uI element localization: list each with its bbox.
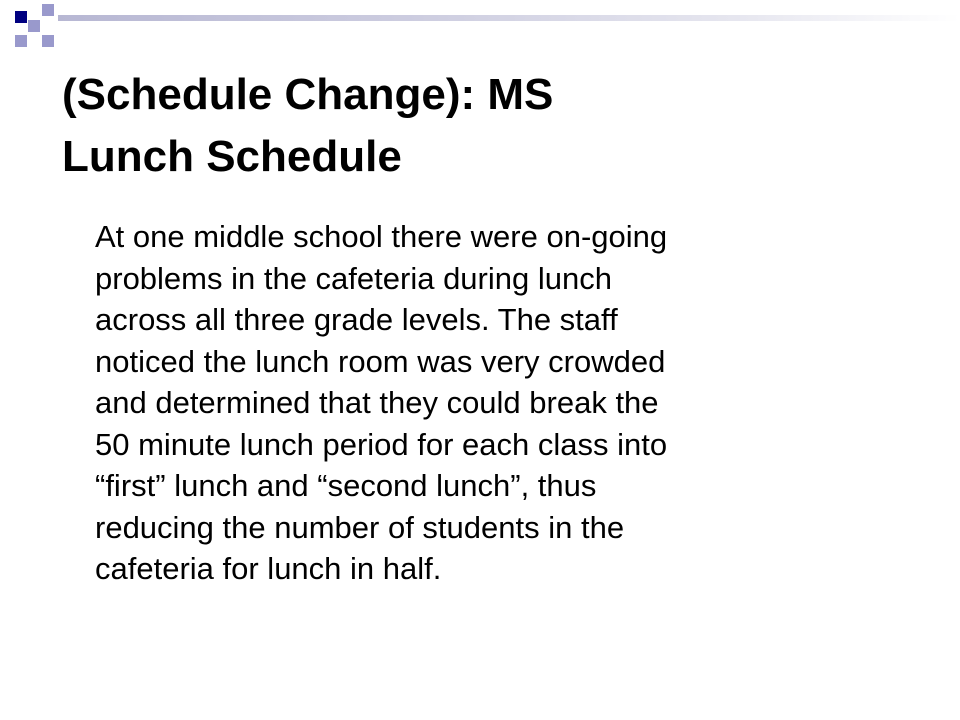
- body-line: reducing the number of students in the: [95, 509, 625, 545]
- slide-title-line: (Schedule Change): MS: [62, 70, 554, 119]
- slide-title: [62, 64, 922, 188]
- body-line: noticed the lunch room was very crowded: [95, 343, 666, 379]
- decorative-square: [28, 20, 40, 32]
- body-line: “first” lunch and “second lunch”, thus: [95, 468, 597, 503]
- decorative-square: [42, 4, 54, 16]
- decorative-square: [15, 11, 27, 23]
- decorative-square: [15, 35, 27, 47]
- body-line: 50 minute lunch period for each class into: [95, 426, 668, 462]
- slide-body: [95, 216, 895, 590]
- body-line: and determined that they could break the: [95, 385, 659, 420]
- header-rule: [58, 15, 960, 21]
- body-line: problems in the cafeteria during lunch: [95, 260, 612, 296]
- decorative-square: [42, 35, 54, 47]
- body-line: cafeteria for lunch in half.: [95, 551, 442, 586]
- body-line: At one middle school there were on-going: [95, 219, 668, 254]
- body-line: across all three grade levels. The staff: [95, 302, 618, 337]
- slide-title-line: Lunch Schedule: [62, 132, 402, 181]
